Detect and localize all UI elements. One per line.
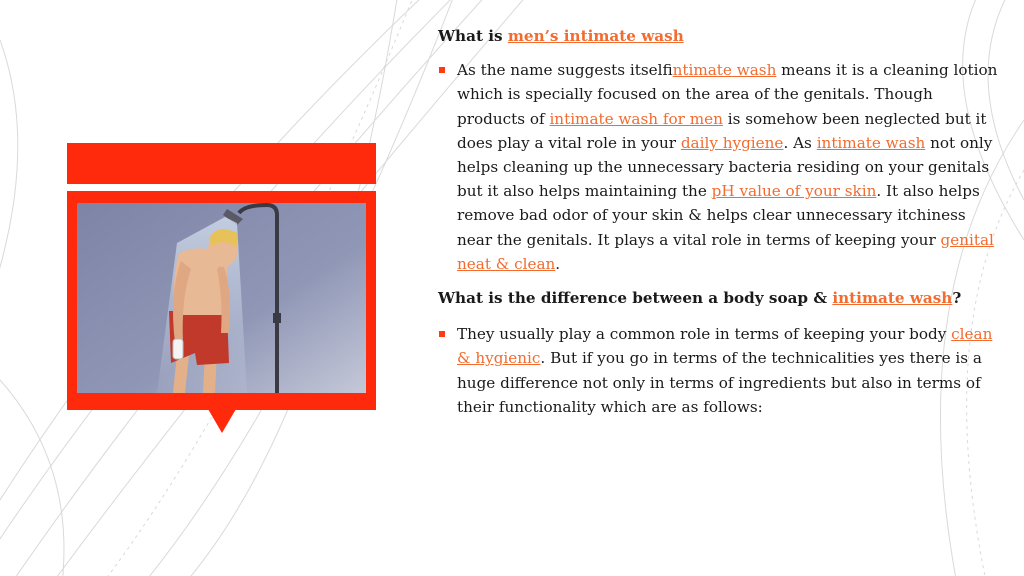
paragraph-text: As the name suggests itself bbox=[457, 61, 673, 80]
paragraph-text: means it is a cleaning lotion which is specially focused on the area of the genitals. Though products of bbox=[457, 61, 998, 128]
article-text bbox=[438, 24, 998, 419]
bullet-paragraph-1 bbox=[438, 58, 998, 276]
bullet-paragraph-2 bbox=[438, 322, 998, 419]
link-clean-hygienic[interactable]: clean & hygienic bbox=[457, 325, 993, 368]
paragraph-text: not only helps cleaning up the unnecessary bacteria residing on your genitals but it also helps maintaining the bbox=[457, 133, 993, 201]
link-daily-hygiene[interactable]: daily hygiene bbox=[680, 133, 784, 152]
link-mens-intimate-wash[interactable]: men’s intimate wash bbox=[507, 27, 684, 45]
paragraph-text: . bbox=[555, 254, 561, 273]
link-intimate-wash-3[interactable]: intimate wash bbox=[832, 289, 953, 308]
heading-text: ? bbox=[952, 289, 962, 308]
frame-pointer bbox=[208, 409, 236, 433]
link-ph-value[interactable]: pH value of your skin bbox=[711, 182, 877, 201]
link-genital-neat-clean[interactable]: genital neat & clean bbox=[457, 230, 994, 273]
bullet-icon bbox=[439, 331, 445, 337]
paragraph-text: . It also helps remove bad odor of your skin & helps clear unnecessary itchiness near the genitals. It plays a vital role in terms of keeping your bbox=[457, 182, 980, 249]
red-title-bar bbox=[67, 143, 376, 184]
paragraph-text: They usually play a common role in terms of keeping your body bbox=[457, 325, 952, 344]
bullet-icon bbox=[439, 67, 445, 73]
paragraph-text: . As bbox=[783, 133, 817, 152]
man-showering-illustration bbox=[77, 203, 366, 393]
link-intimate-wash-for-men[interactable]: intimate wash for men bbox=[549, 109, 723, 128]
link-intimate-wash[interactable]: intimate wash bbox=[672, 61, 777, 80]
heading-text: What is bbox=[438, 27, 508, 45]
heading-difference bbox=[438, 286, 998, 310]
paragraph-text: is somehow been neglected but it does play a vital role in your bbox=[457, 109, 987, 152]
paragraph-text: . But if you go in terms of the technicalities yes there is a huge difference not only in terms of ingredients but also in terms of their functionality which are as follows: bbox=[457, 349, 982, 416]
link-intimate-wash-2[interactable]: intimate wash bbox=[816, 133, 926, 152]
heading-what-is bbox=[438, 24, 998, 48]
heading-text: What is the difference between a body soap & bbox=[438, 289, 833, 308]
